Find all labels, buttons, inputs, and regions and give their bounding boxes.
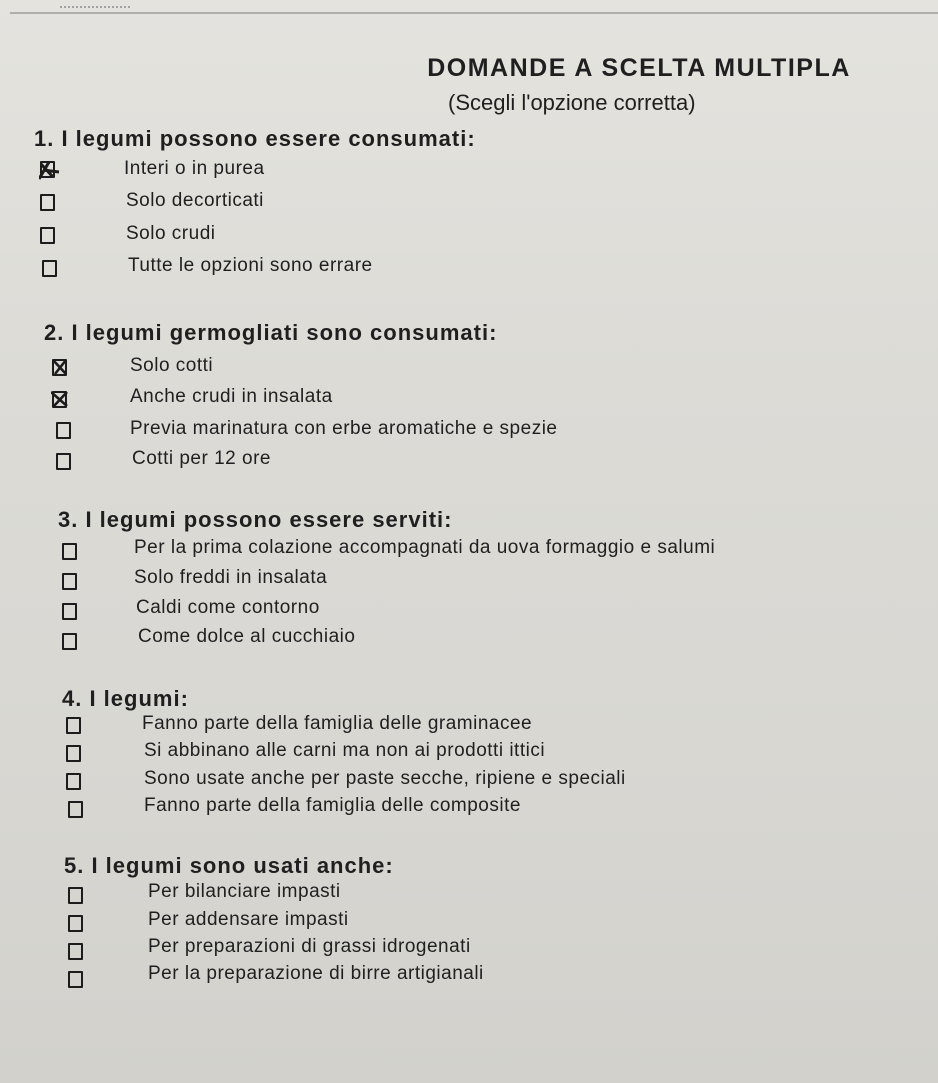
- option-label: Per preparazioni di grassi idrogenati: [148, 936, 471, 957]
- option-label: Solo cotti: [130, 355, 214, 376]
- checkbox[interactable]: [66, 717, 81, 734]
- option-label: Fanno parte della famiglia delle graminacee: [142, 713, 533, 734]
- cross-mark-icon: [39, 160, 61, 180]
- checkbox[interactable]: [62, 573, 77, 590]
- question-title: 4. I legumi:: [62, 686, 189, 711]
- option-label: Sono usate anche per paste secche, ripiene e speciali: [144, 768, 626, 789]
- question-title: 1. I legumi possono essere consumati:: [34, 126, 476, 151]
- question-2: [44, 320, 497, 346]
- checkbox[interactable]: [68, 915, 83, 932]
- question-title: 5. I legumi sono usati anche:: [64, 853, 394, 878]
- checkbox[interactable]: [62, 543, 77, 560]
- checkbox-checked[interactable]: [52, 391, 67, 408]
- top-scribble: [60, 0, 130, 8]
- question-5: [64, 853, 394, 879]
- question-title: 3. I legumi possono essere serviti:: [58, 507, 453, 532]
- checkbox-checked[interactable]: [40, 161, 55, 178]
- checkbox[interactable]: [66, 773, 81, 790]
- page-subtitle: (Scegli l'opzione corretta): [448, 90, 696, 115]
- option-label: Per la preparazione di birre artigianali: [148, 963, 484, 984]
- option-label: Anche crudi in insalata: [130, 386, 333, 407]
- question-title: 2. I legumi germogliati sono consumati:: [44, 320, 498, 345]
- checkbox[interactable]: [68, 971, 83, 988]
- checkbox[interactable]: [62, 603, 77, 620]
- option-label: Come dolce al cucchiaio: [138, 626, 356, 647]
- page-title: DOMANDE A SCELTA MULTIPLA: [427, 54, 851, 82]
- option-label: Tutte le opzioni sono errare: [128, 255, 373, 276]
- top-rule-divider: [10, 12, 938, 14]
- option-label: Solo decorticati: [126, 190, 264, 211]
- option-label: Per bilanciare impasti: [148, 881, 341, 902]
- option-label: Fanno parte della famiglia delle composite: [144, 795, 521, 816]
- option-label: Per addensare impasti: [148, 909, 349, 930]
- option-label: Solo freddi in insalata: [134, 567, 328, 588]
- option-label: Solo crudi: [126, 223, 216, 244]
- option-label: Si abbinano alle carni ma non ai prodotti ittici: [144, 740, 546, 761]
- question-4: [62, 686, 189, 712]
- checkbox[interactable]: [68, 887, 83, 904]
- checkbox[interactable]: [68, 801, 83, 818]
- checkbox[interactable]: [40, 227, 55, 244]
- checkbox[interactable]: [40, 194, 55, 211]
- option-label: Previa marinatura con erbe aromatiche e spezie: [130, 418, 558, 439]
- checkbox[interactable]: [56, 453, 71, 470]
- checkbox[interactable]: [66, 745, 81, 762]
- question-1: [34, 126, 476, 152]
- checkbox[interactable]: [68, 943, 83, 960]
- option-label: Cotti per 12 ore: [132, 448, 271, 469]
- option-label: Per la prima colazione accompagnati da uova formaggio e salumi: [134, 537, 716, 558]
- checkbox[interactable]: [56, 422, 71, 439]
- checkbox-checked[interactable]: [52, 359, 67, 376]
- cross-mark-icon: [51, 390, 71, 409]
- checkbox[interactable]: [62, 633, 77, 650]
- checkbox[interactable]: [42, 260, 57, 277]
- cross-mark-icon: [51, 358, 69, 377]
- option-label: Interi o in purea: [124, 158, 265, 179]
- question-3: [58, 507, 452, 533]
- option-label: Caldi come contorno: [136, 597, 320, 618]
